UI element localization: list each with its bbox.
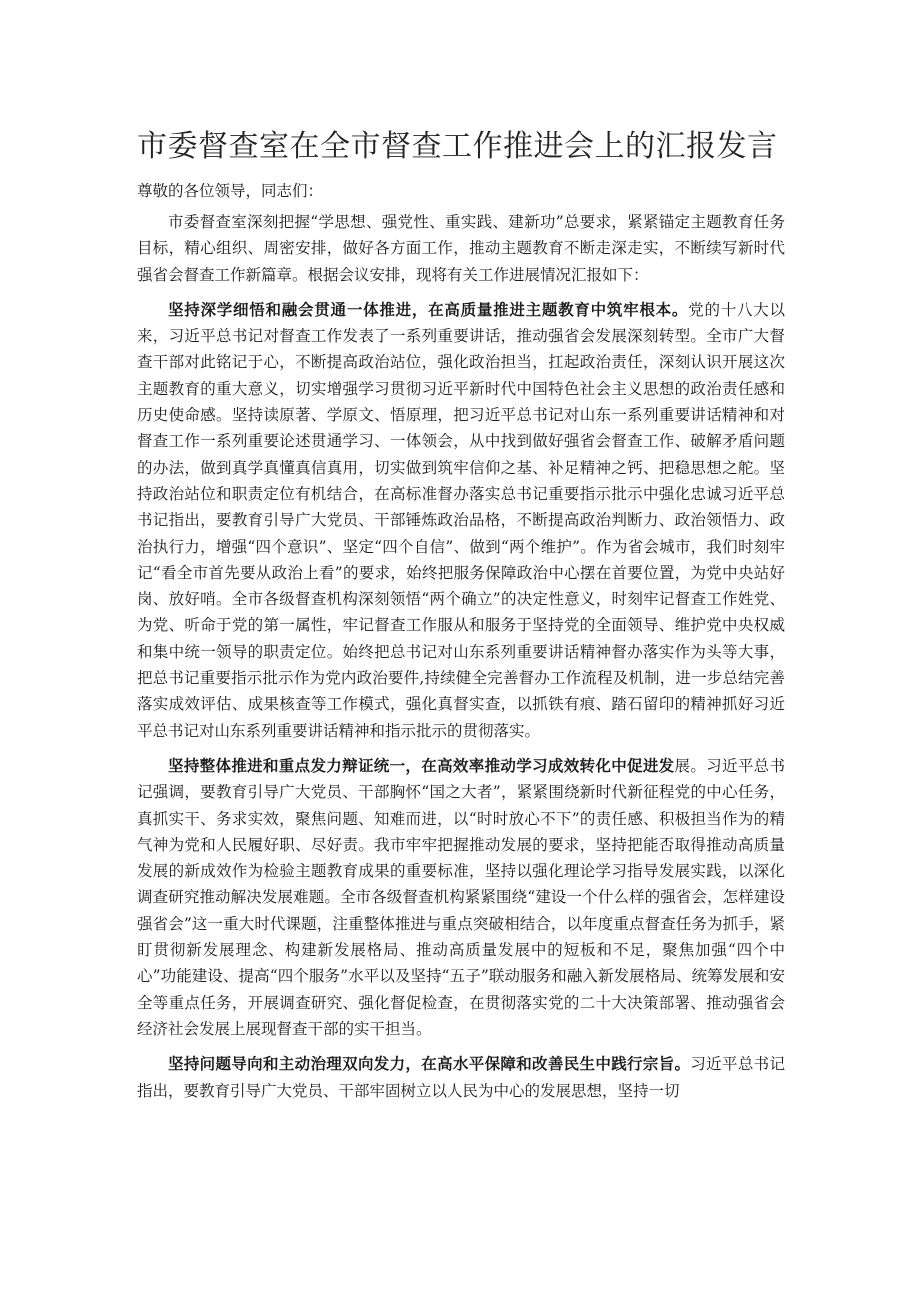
- section-body-2: 展。习近平总书记强调，要教育引导广大党员、干部胸怀“国之大者”，紧紧围绕新时代新征程党的中心任务，真抓实干、务求实效，聚焦问题、知难而进，以“时时放心不下”的责任感、积极担当作为的精气神为党和人民履好职、尽好责。我市牢牢把握推动发展的要求，坚持把能否取得推动高质量发展的新成效作为检验主题教育成果的重要标准，坚持以强化理论学习指导发展实践，以深化调查研究推动解决发展难题。全市各级督查机构紧紧围绕“建设一个什么样的强省会，怎样建设强省会”这一重大时代课题，注重整体推进与重点突破相结合，以年度重点督查任务为抓手，紧盯贯彻新发展理念、构建新发展格局、推动高质量发展中的短板和不足，聚焦加强“四个中心”功能建设、提高“四个服务”水平以及坚持“五子”联动服务和融入新发展格局、统筹发展和安全等重点任务，开展调查研究、强化督促检查，在贯彻落实党的二十大决策部署、推动强省会经济社会发展上展现督查干部的实干担当。: [137, 756, 785, 1038]
- intro-paragraph: 市委督查室深刻把握“学思想、强党性、重实践、建新功”总要求，紧紧锚定主题教育任务目标，精心组织、周密安排，做好各方面工作，推动主题教育不断走深走实，不断续写新时代强省会督查工作新篇章。根据会议安排，现将有关工作进展情况汇报如下：: [137, 213, 785, 284]
- section-heading-1: 坚持深学细悟和融会贯通一体推进，在高质量推进主题教育中筑牢根本。: [168, 299, 689, 319]
- document-title: 市委督查室在全市督查工作推进会上的汇报发言: [137, 129, 778, 164]
- section-body-1: 党的十八大以来，习近平总书记对督查工作发表了一系列重要讲话，推动强省会发展深刻转型。全市广大督查干部对此铭记于心，不断提高政治站位，强化政治担当，扛起政治责任，深刻认识开展这次主题教育的重大意义，切实增强学习贯彻习近平新时代中国特色社会主义思想的政治责任感和历史使命感。坚持读原著、学原文、悟原理，把习近平总书记对山东一系列重要讲话精神和对督查工作一系列重要论述贯通学习、一体领会，从中找到做好强省会督查工作、破解矛盾问题的办法，做到真学真懂真信真用，切实做到筑牢信仰之基、补足精神之钙、把稳思想之舵。坚持政治站位和职责定位有机结合，在高标准督办落实总书记重要指示批示中强化忠诚习近平总书记指出，要教育引导广大党员、干部锤炼政治品格，不断提高政治判断力、政治领悟力、政治执行力，增强“四个意识”、坚定“四个自信”、做到“两个维护”。作为省会城市，我们时刻牢记“看全市首先要从政治上看”的要求，始终把服务保障政治中心摆在首要位置，为党中央站好岗、放好哨。全市各级督查机构深刻领悟“两个确立”的决定性意义，时刻牢记督查工作姓党、为党、听命于党的第一属性，牢记督查工作服从和服务于坚持党的全面领导、维护党中央权威和集中统一领导的职责定位。始终把总书记对山东系列重要讲话精神督办落实作为头等大事，把总书记重要指示批示作为党内政治要件,持续健全完善督办工作流程及机制，进一步总结完善落实成效评估、成果核查等工作模式，强化真督实查，以抓铁有痕、踏石留印的精神抓好习近平总书记对山东系列重要讲话精神和指示批示的贯彻落实。: [137, 300, 785, 740]
- section-paragraph-1: [137, 297, 785, 744]
- section-heading-2: 坚持整体推进和重点发力辩证统一，在高效率推动学习成效转化中促进发: [168, 755, 675, 775]
- section-paragraph-2: [137, 753, 785, 1042]
- section-heading-3: 坚持问题导向和主动治理双向发力，在高水平保障和改善民生中践行宗旨。: [168, 1054, 691, 1074]
- salutation: 尊敬的各位领导，同志们：: [137, 182, 324, 200]
- section-body-3: 习近平总书记指出，要教育引导广大党员、干部牢固树立以人民为中心的发展思想，坚持一切: [137, 1055, 785, 1100]
- section-paragraph-3: [137, 1051, 785, 1104]
- document-page: [137, 126, 785, 1113]
